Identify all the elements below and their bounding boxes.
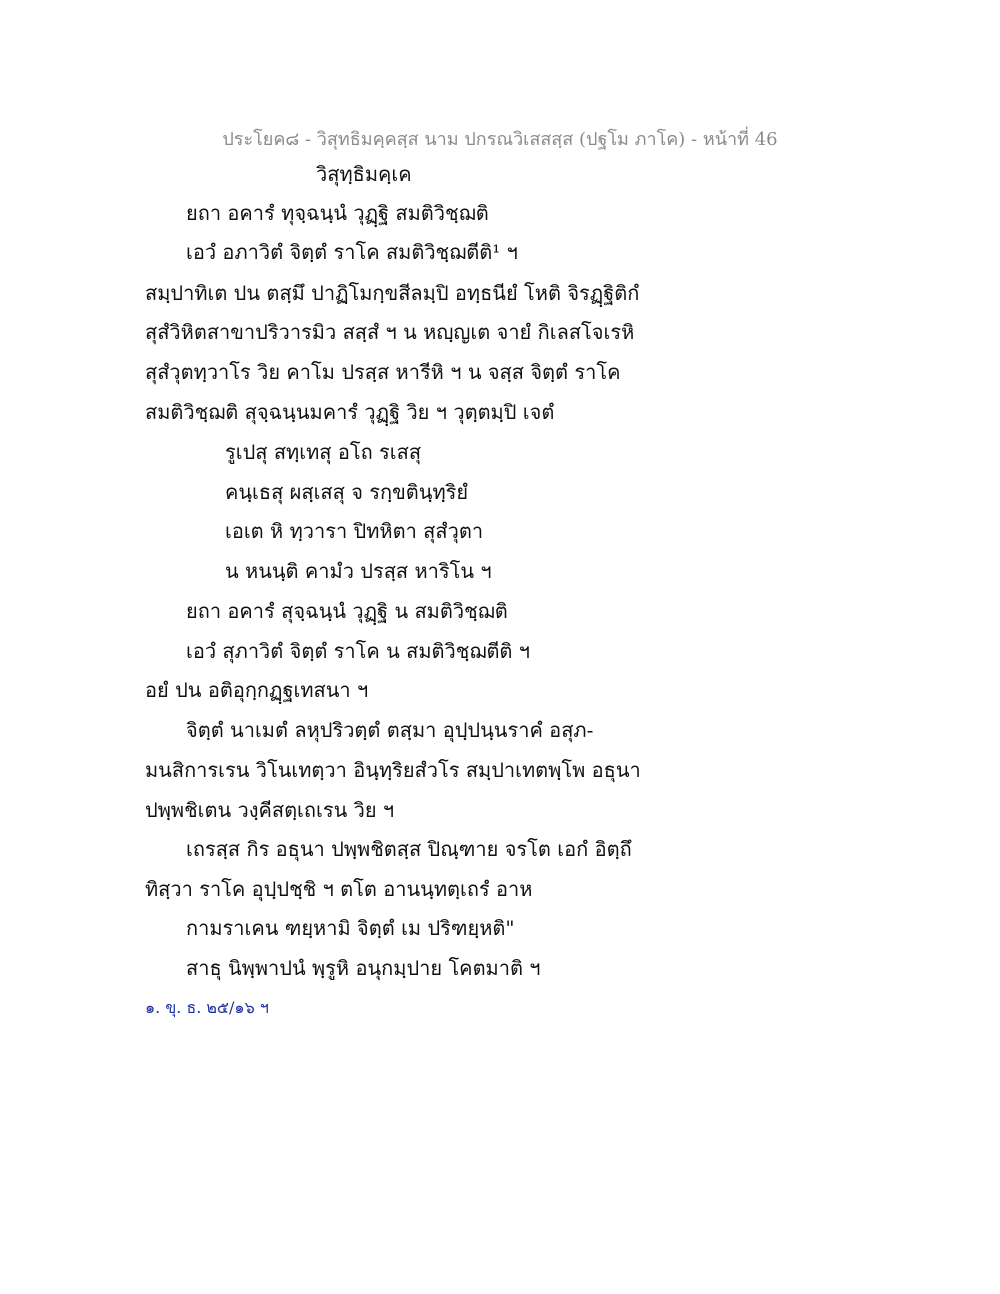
footnote: ๑. ขุ. ธ. ๒๕/๑๖ ฯ [145,998,269,1017]
text-line: ปพฺพชิเตน วงฺคีสตฺเถเรน วิย ฯ [145,798,395,822]
verse-line: ยถา อคารํ สุจฺฉนฺนํ วุฏฺฐิ น สมติวิชฺฌติ [186,599,508,623]
verse-line: เอวํ อภาวิตํ จิตฺตํ ราโค สมติวิชฺฌตีติ¹ ฯ [186,240,518,264]
verse-line: สาธุ นิพฺพาปนํ พฺรูหิ อนุกมฺปาย โคตมาติ ฯ [186,956,541,980]
text-line: อยํ ปน อติอุกฺกฏฺฐเทสนา ฯ [145,678,369,702]
text-line: มนสิการเรน วิโนเทตฺวา อินฺทฺริยสํวโร สมฺปาเทตพฺโพ อธุนา [145,758,641,782]
verse-line: เอเต หิ ทฺวารา ปิทหิตา สุสํวุตา [225,519,484,543]
text-line: เถรสฺส กิร อธุนา ปพฺพชิตสฺส ปิณฺฑาย จรโต เอกํ อิตฺถึ [186,837,632,861]
text-line: สมติวิชฺฌติ สุจฺฉนฺนมคารํ วุฏฺฐิ วิย ฯ วุตฺตมฺปิ เจตํ [145,400,555,424]
verse-line: น หนนฺติ คามํว ปรสฺส หาริโน ฯ [225,559,492,583]
text-line: ทิสฺวา ราโค อุปฺปชฺชิ ฯ ตโต อานนฺทตฺเถรํ อาห [145,877,533,901]
verse-line: ยถา อคารํ ทุจฺฉนฺนํ วุฏฺฐิ สมติวิชฺฌติ [186,201,489,225]
text-line: สมฺปาทิเต ปน ตสฺมึ ปาฏิโมกฺขสีลมฺปิ อทฺธนียํ โหติ จิรฏฺฐิติกํ [145,281,640,305]
verse-line: รูเปสุ สทฺเทสุ อโถ รเสสุ [225,440,422,464]
text-line: จิตฺตํ นาเมตํ ลหุปริวตฺตํ ตสฺมา อุปฺปนฺนราคํ อสุภ- [186,718,594,742]
verse-line: เอวํ สุภาวิตํ จิตฺตํ ราโค น สมติวิชฺฌตีติ ฯ [186,639,531,663]
page-header: ประโยค๘ - วิสุทธิมคฺคสฺส นาม ปกรณวิเสสสฺส (ปฐโม ภาโค) - หน้าที่ 46 [222,129,778,150]
section-title: วิสุทฺธิมคฺเค [316,162,412,186]
text-line: สุสํวิหิตสาขาปริวารมิว สสฺสํ ฯ น หญฺญเต จายํ กิเลสโจเรหิ [145,320,635,344]
verse-line: คนฺเธสุ ผสฺเสสุ จ รกฺขตินฺทฺริยํ [225,480,469,504]
verse-line: กามราเคน ฑยฺหามิ จิตฺตํ เม ปริฑยฺหติ" [186,916,515,940]
text-line: สุสํวุตทฺวาโร วิย คาโม ปรสฺส หารีหิ ฯ น จสฺส จิตฺตํ ราโค [145,360,621,384]
